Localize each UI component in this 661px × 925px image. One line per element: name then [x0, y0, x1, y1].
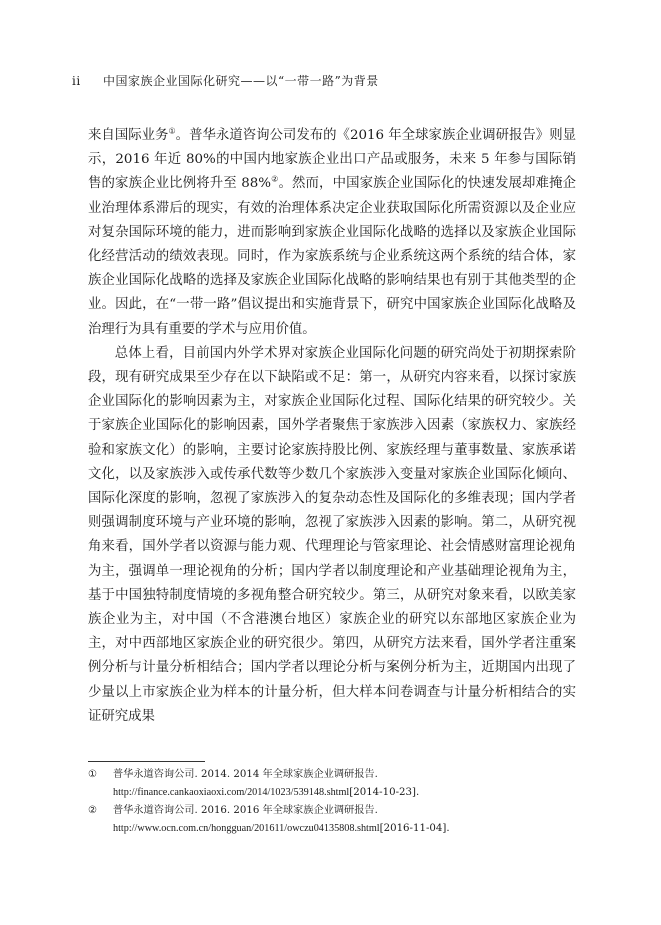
paragraph-1 [88, 124, 576, 342]
footnote-ref-2[interactable]: ② [271, 174, 279, 184]
paragraph-2: 总体上看，目前国内外学术界对家族企业国际化问题的研究尚处于初期探索阶段，现有研究成果至少存在以下缺陷或不足：第一，从研究内容来看，以探讨家族企业国际化的影响因素为主，对家族企业国际化过程、国际化结果的研究较少。关于家族企业国际化的影响因素，国外学者聚焦于家族涉入因素（家族权力、家族经验和家族文化）的影响，主要讨论家族持股比例、家族经理与董事数量、家族承诺文化，以及家族涉入或传承代数等少数几个家族涉入变量对家族企业国际化倾向、国际化深度的影响，忽视了家族涉入的复杂动态性及国际化的多维表现；国内学者则强调制度环境与产业环境的影响，忽视了家族涉入因素的影响。第二，从研究视角来看，国外学者以资源与能力观、代理理论与管家理论、社会情感财富理论视角为主，强调单一理论视角的分析；国内学者以制度理论和产业基础理论视角为主，基于中国独特制度情境的多视角整合研究较少。第三，从研究对象来看，以欧美家族企业为主，对中国（不含港澳台地区）家族企业的研究以东部地区家族企业为主，对中西部地区家族企业的研究很少。第四，从研究方法来看，国外学者注重案例分析与计量分析相结合；国内学者以理论分析与案例分析为主，近期国内出现了少量以上市家族企业为样本的计量分析，但大样本问卷调查与计量分析相结合的实证研究成果 [88, 345, 576, 724]
footnote-ref-1[interactable]: ① [168, 126, 176, 136]
footnote-1 [88, 766, 588, 802]
paragraph-1-part-a: 来自国际业务 [88, 128, 169, 143]
footnote-2-text: 普华永道咨询公司. 2016. 2016 年全球家族企业调研报告. [113, 805, 378, 816]
paragraph-1-part-b: 。普华永道咨询公司发布的《2016 年全球家族企业调研报告》则显示，2016 年近 80%的中国内地家族企业出口产品或服务，未来 5 年参与国际销售的家族企业比例将升至 88% [88, 128, 577, 192]
footnote-1-date: [2014-10-23]. [349, 787, 420, 798]
main-text [88, 124, 576, 729]
footnotes [88, 766, 588, 838]
footnote-1-mark: ① [88, 769, 98, 780]
running-title: 中国家族企业国际化研究——以“一带一路”为背景 [103, 74, 379, 88]
footnote-2-mark: ② [88, 805, 98, 816]
paragraph-1-part-c: 。然而，中国家族企业国际化的快速发展却难掩企业治理体系滞后的现实，有效的治理体系决定企业获取国际化所需资源以及企业应对复杂国际环境的能力，进而影响到家族企业国际化战略的选择以及家族企业国际化经营活动的绩效表现。同时，作为家族系统与企业系统这两个系统的结合体，家族企业国际化战略的选择及家族企业国际化战略的影响结果也有别于其他类型的企业。因此，在“一带一路”倡议提出和实施背景下，研究中国家族企业国际化战略及治理行为具有重要的学术与应用价值。 [88, 176, 576, 337]
footnote-1-url[interactable]: http://finance.cankaoxiaoxi.com/2014/1023/539148.shtml [113, 787, 350, 798]
page-number: ii [72, 74, 81, 88]
footnote-divider [88, 761, 205, 762]
running-header [72, 72, 379, 89]
footnote-1-text: 普华永道咨询公司. 2014. 2014 年全球家族企业调研报告. [113, 769, 378, 780]
footnote-2-url[interactable]: http://www.ocn.com.cn/hongguan/201611/owczu04135808.shtml [113, 823, 380, 834]
footnote-2-date: [2016-11-04]. [379, 823, 450, 834]
footnote-2 [88, 802, 588, 838]
